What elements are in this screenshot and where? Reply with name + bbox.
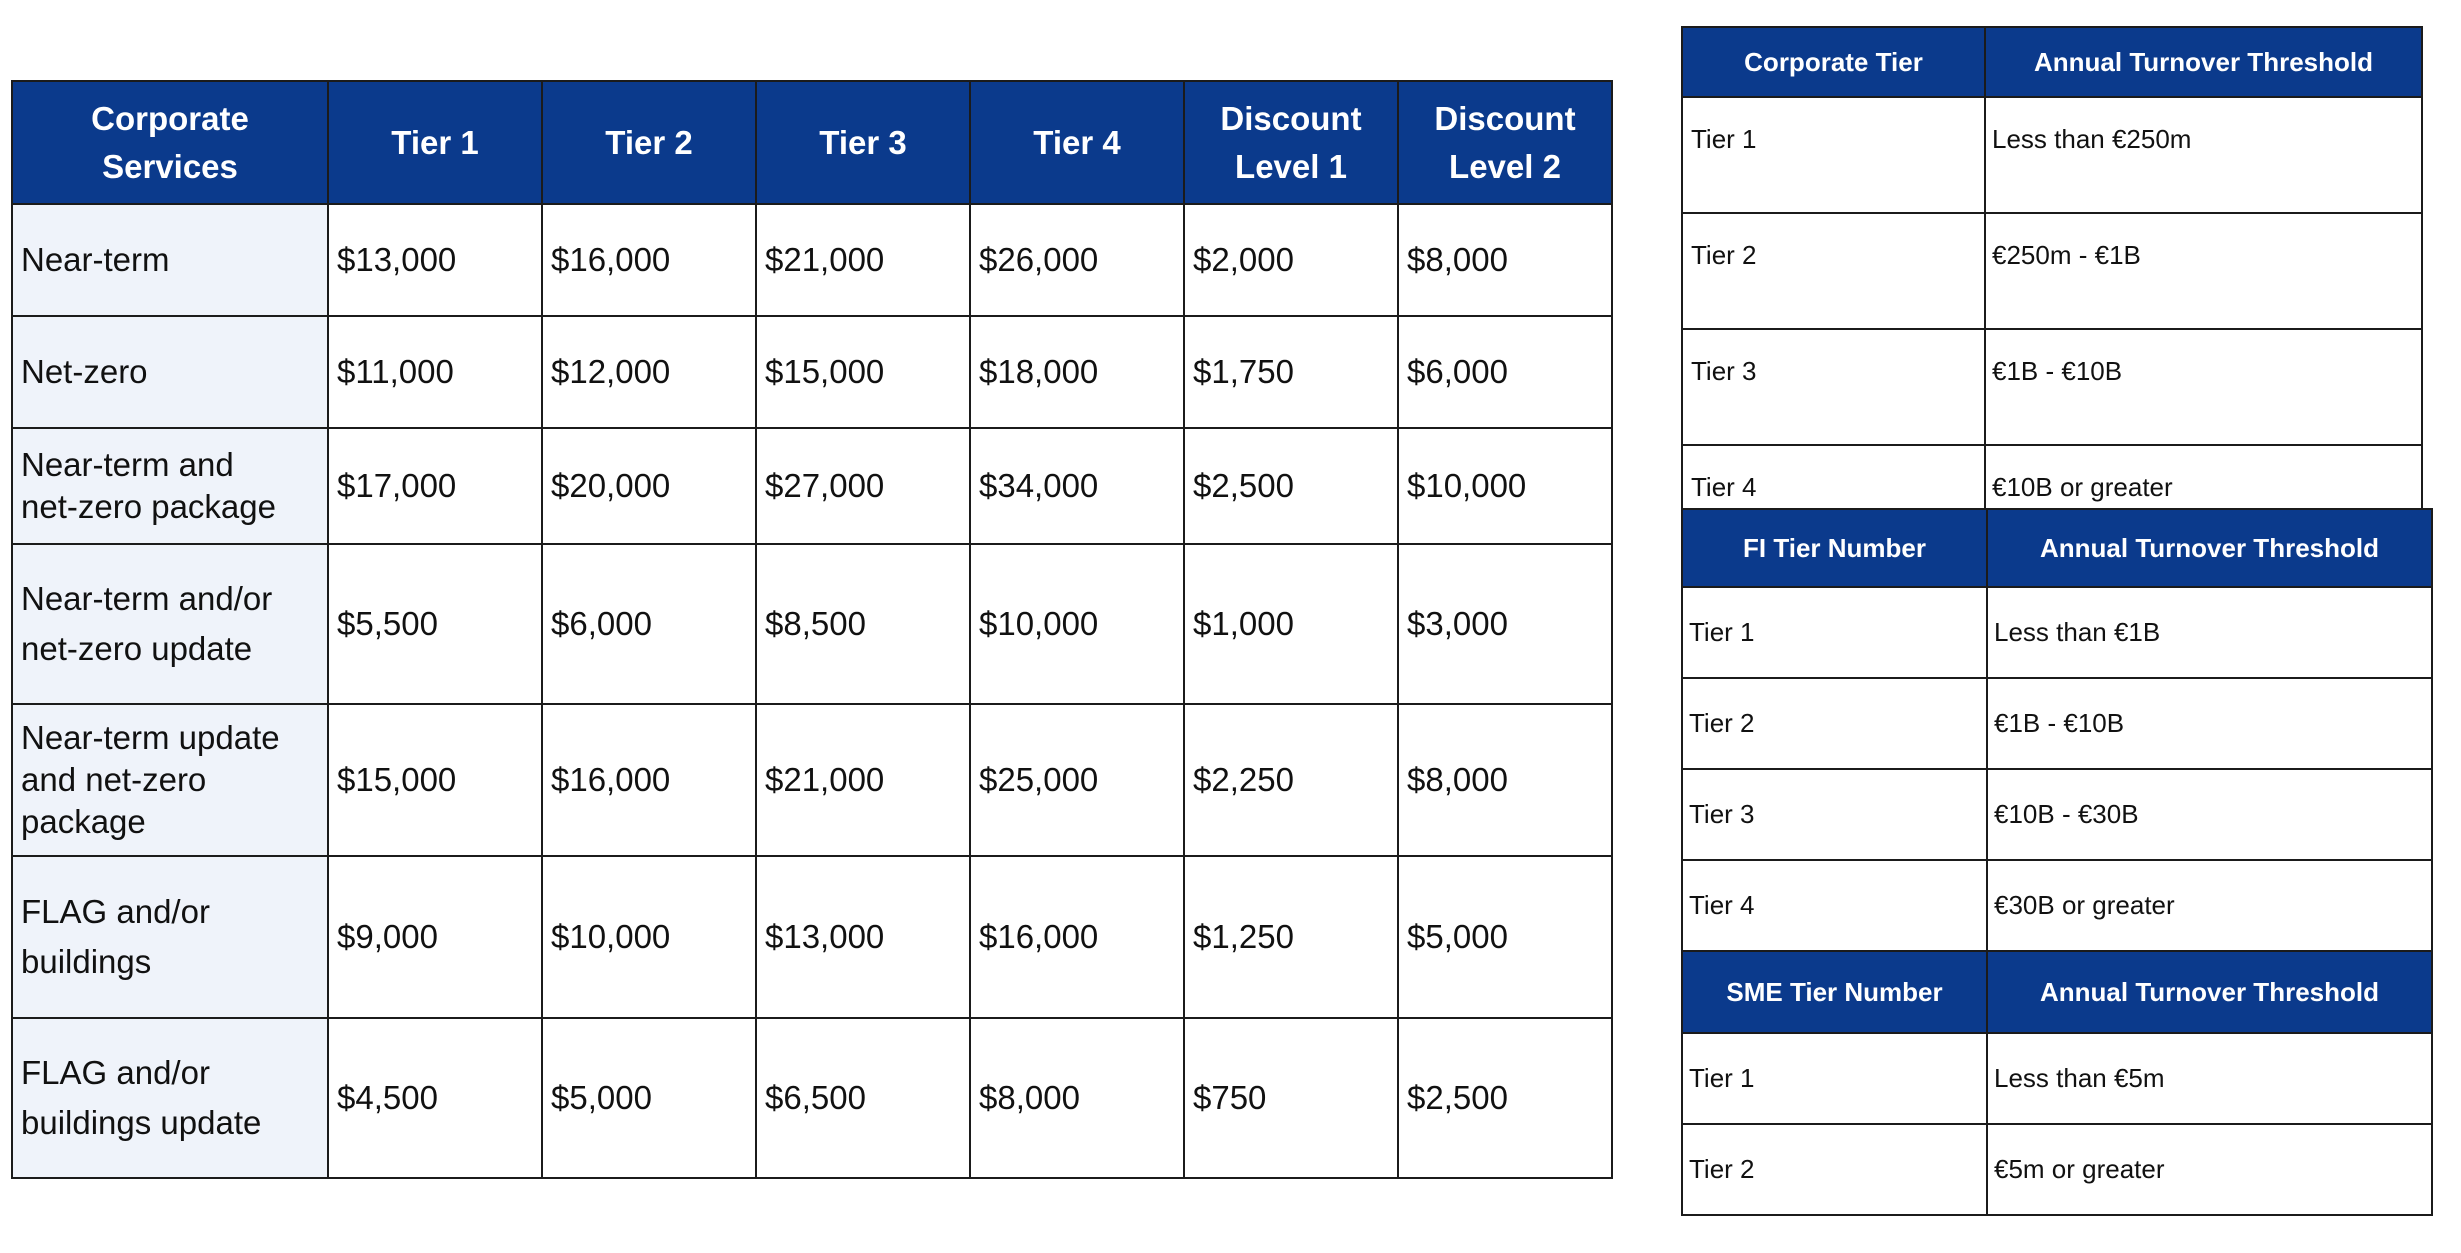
turnover-threshold: €1B - €10B bbox=[1987, 678, 2432, 769]
price-cell: $3,000 bbox=[1398, 544, 1612, 704]
price-cell: $5,500 bbox=[328, 544, 542, 704]
table-row bbox=[12, 204, 1612, 316]
corporate-tier-threshold-table bbox=[1681, 26, 2423, 562]
tier-label: Tier 1 bbox=[1682, 587, 1987, 678]
price-cell: $6,000 bbox=[1398, 316, 1612, 428]
tier-label: Tier 3 bbox=[1682, 329, 1985, 445]
price-cell: $1,250 bbox=[1184, 856, 1398, 1018]
header-discount-level-2: Discount Level 2 bbox=[1398, 81, 1612, 204]
table-row bbox=[1682, 1124, 2432, 1215]
turnover-threshold: €30B or greater bbox=[1987, 860, 2432, 951]
table-row bbox=[12, 856, 1612, 1018]
pricing-table-header-row bbox=[12, 81, 1612, 204]
table-row bbox=[1682, 213, 2422, 329]
table-row bbox=[1682, 1033, 2432, 1124]
price-cell: $5,000 bbox=[542, 1018, 756, 1178]
tier-label: Tier 2 bbox=[1682, 678, 1987, 769]
header-sme-tier-number: SME Tier Number bbox=[1682, 951, 1987, 1033]
header-tier-2: Tier 2 bbox=[542, 81, 756, 204]
price-cell: $8,000 bbox=[1398, 704, 1612, 856]
turnover-threshold: €10B - €30B bbox=[1987, 769, 2432, 860]
sme-tier-header-row bbox=[1682, 951, 2432, 1033]
table-row bbox=[1682, 860, 2432, 951]
turnover-threshold: €250m - €1B bbox=[1985, 213, 2422, 329]
service-name: Near-term bbox=[12, 204, 328, 316]
turnover-threshold: €1B - €10B bbox=[1985, 329, 2422, 445]
header-corporate-tier: Corporate Tier bbox=[1682, 27, 1985, 97]
price-cell: $2,000 bbox=[1184, 204, 1398, 316]
price-cell: $13,000 bbox=[328, 204, 542, 316]
service-name: FLAG and/or buildings bbox=[12, 856, 328, 1018]
turnover-threshold: Less than €5m bbox=[1987, 1033, 2432, 1124]
service-name: Net-zero bbox=[12, 316, 328, 428]
price-cell: $9,000 bbox=[328, 856, 542, 1018]
price-cell: $25,000 bbox=[970, 704, 1184, 856]
header-discount-level-1: Discount Level 1 bbox=[1184, 81, 1398, 204]
tier-label: Tier 2 bbox=[1682, 1124, 1987, 1215]
price-cell: $5,000 bbox=[1398, 856, 1612, 1018]
turnover-threshold: €10B or greater bbox=[1985, 445, 2422, 561]
header-tier-3: Tier 3 bbox=[756, 81, 970, 204]
price-cell: $2,250 bbox=[1184, 704, 1398, 856]
table-row bbox=[12, 428, 1612, 544]
corporate-tier-header-row bbox=[1682, 27, 2422, 97]
tier-label: Tier 4 bbox=[1682, 860, 1987, 951]
table-row bbox=[12, 544, 1612, 704]
service-name: Near-term and net-zero package bbox=[12, 428, 328, 544]
price-cell: $27,000 bbox=[756, 428, 970, 544]
price-cell: $18,000 bbox=[970, 316, 1184, 428]
price-cell: $17,000 bbox=[328, 428, 542, 544]
price-cell: $16,000 bbox=[542, 704, 756, 856]
price-cell: $15,000 bbox=[756, 316, 970, 428]
price-cell: $21,000 bbox=[756, 704, 970, 856]
header-tier-1: Tier 1 bbox=[328, 81, 542, 204]
table-row bbox=[12, 1018, 1612, 1178]
price-cell: $13,000 bbox=[756, 856, 970, 1018]
header-annual-turnover-threshold: Annual Turnover Threshold bbox=[1985, 27, 2422, 97]
turnover-threshold: €5m or greater bbox=[1987, 1124, 2432, 1215]
price-cell: $10,000 bbox=[1398, 428, 1612, 544]
header-annual-turnover-threshold: Annual Turnover Threshold bbox=[1987, 951, 2432, 1033]
price-cell: $20,000 bbox=[542, 428, 756, 544]
table-row bbox=[12, 704, 1612, 856]
fi-and-sme-tier-threshold-table bbox=[1681, 508, 2433, 1216]
header-tier-4: Tier 4 bbox=[970, 81, 1184, 204]
tier-label: Tier 1 bbox=[1682, 97, 1985, 213]
price-cell: $1,000 bbox=[1184, 544, 1398, 704]
table-row bbox=[1682, 329, 2422, 445]
price-cell: $8,000 bbox=[1398, 204, 1612, 316]
corporate-services-pricing-table bbox=[11, 80, 1613, 1179]
price-cell: $4,500 bbox=[328, 1018, 542, 1178]
turnover-threshold: Less than €1B bbox=[1987, 587, 2432, 678]
price-cell: $11,000 bbox=[328, 316, 542, 428]
header-corporate-services: Corporate Services bbox=[12, 81, 328, 204]
fi-tier-header-row bbox=[1682, 509, 2432, 587]
price-cell: $2,500 bbox=[1398, 1018, 1612, 1178]
header-fi-tier-number: FI Tier Number bbox=[1682, 509, 1987, 587]
price-cell: $34,000 bbox=[970, 428, 1184, 544]
table-row bbox=[1682, 97, 2422, 213]
tier-label: Tier 2 bbox=[1682, 213, 1985, 329]
price-cell: $26,000 bbox=[970, 204, 1184, 316]
service-name: Near-term update and net-zero package bbox=[12, 704, 328, 856]
tier-label: Tier 3 bbox=[1682, 769, 1987, 860]
price-cell: $12,000 bbox=[542, 316, 756, 428]
price-cell: $1,750 bbox=[1184, 316, 1398, 428]
price-cell: $8,500 bbox=[756, 544, 970, 704]
tier-label: Tier 1 bbox=[1682, 1033, 1987, 1124]
service-name: Near-term and/or net-zero update bbox=[12, 544, 328, 704]
price-cell: $21,000 bbox=[756, 204, 970, 316]
price-cell: $10,000 bbox=[542, 856, 756, 1018]
table-row bbox=[1682, 769, 2432, 860]
price-cell: $6,000 bbox=[542, 544, 756, 704]
price-cell: $10,000 bbox=[970, 544, 1184, 704]
price-cell: $15,000 bbox=[328, 704, 542, 856]
header-annual-turnover-threshold: Annual Turnover Threshold bbox=[1987, 509, 2432, 587]
price-cell: $750 bbox=[1184, 1018, 1398, 1178]
turnover-threshold: Less than €250m bbox=[1985, 97, 2422, 213]
price-cell: $16,000 bbox=[542, 204, 756, 316]
table-row bbox=[12, 316, 1612, 428]
price-cell: $6,500 bbox=[756, 1018, 970, 1178]
price-cell: $2,500 bbox=[1184, 428, 1398, 544]
service-name: FLAG and/or buildings update bbox=[12, 1018, 328, 1178]
table-row bbox=[1682, 587, 2432, 678]
table-row bbox=[1682, 678, 2432, 769]
price-cell: $8,000 bbox=[970, 1018, 1184, 1178]
tier-label: Tier 4 bbox=[1682, 445, 1985, 561]
price-cell: $16,000 bbox=[970, 856, 1184, 1018]
